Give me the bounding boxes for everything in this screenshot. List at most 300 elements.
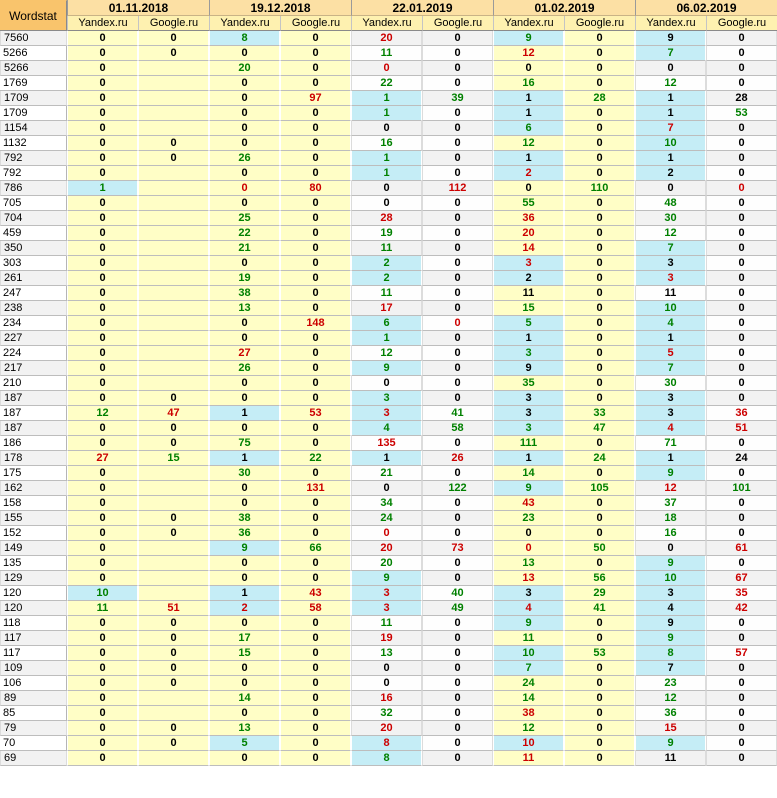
position-cell: 15 — [635, 721, 706, 736]
wordstat-value: 120 — [0, 586, 67, 601]
position-cell: 10 — [635, 571, 706, 586]
position-cell: 24 — [706, 451, 777, 466]
position-cell: 0 — [422, 286, 493, 301]
position-cell: 0 — [706, 331, 777, 346]
table-row — [0, 661, 777, 676]
position-cell: 0 — [67, 421, 138, 436]
position-cell: 16 — [493, 76, 564, 91]
position-cell: 0 — [564, 511, 635, 526]
position-cell: 0 — [564, 196, 635, 211]
position-cell: 53 — [564, 646, 635, 661]
position-cell: 0 — [564, 136, 635, 151]
position-cell: 49 — [422, 601, 493, 616]
position-cell: 0 — [67, 646, 138, 661]
position-cell: 0 — [351, 481, 422, 496]
position-cell: 1 — [635, 91, 706, 106]
position-cell: 0 — [280, 631, 351, 646]
position-cell: 0 — [138, 421, 209, 436]
position-cell: 0 — [67, 391, 138, 406]
position-cell: 28 — [564, 91, 635, 106]
position-cell: 0 — [209, 496, 280, 511]
position-cell — [138, 301, 209, 316]
position-cell: 30 — [635, 376, 706, 391]
position-cell: 0 — [280, 136, 351, 151]
position-cell: 5 — [493, 316, 564, 331]
table-row — [0, 151, 777, 166]
position-cell: 35 — [493, 376, 564, 391]
position-cell — [138, 376, 209, 391]
position-cell — [138, 271, 209, 286]
position-cell: 0 — [67, 76, 138, 91]
position-cell: 12 — [493, 46, 564, 61]
position-cell: 11 — [635, 286, 706, 301]
table-row — [0, 31, 777, 46]
position-cell: 0 — [564, 46, 635, 61]
position-cell: 0 — [67, 91, 138, 106]
position-cell: 0 — [209, 166, 280, 181]
position-cell: 0 — [635, 61, 706, 76]
position-cell: 56 — [564, 571, 635, 586]
table-row — [0, 466, 777, 481]
wordstat-value: 109 — [0, 661, 67, 676]
position-cell: 47 — [564, 421, 635, 436]
position-cell: 1 — [351, 106, 422, 121]
position-cell: 0 — [422, 106, 493, 121]
position-cell: 0 — [209, 121, 280, 136]
position-cell: 0 — [564, 61, 635, 76]
wordstat-value: 187 — [0, 421, 67, 436]
position-cell: 0 — [706, 376, 777, 391]
position-cell — [138, 541, 209, 556]
position-cell: 3 — [493, 391, 564, 406]
position-cell: 22 — [351, 76, 422, 91]
position-cell: 0 — [67, 271, 138, 286]
position-cell: 71 — [635, 436, 706, 451]
position-cell: 135 — [351, 436, 422, 451]
position-cell: 0 — [351, 196, 422, 211]
table-row — [0, 676, 777, 691]
table-row — [0, 481, 777, 496]
position-cell: 0 — [280, 646, 351, 661]
position-cell: 1 — [493, 151, 564, 166]
position-cell: 4 — [635, 601, 706, 616]
position-cell: 0 — [564, 661, 635, 676]
position-cell: 34 — [351, 496, 422, 511]
position-cell: 9 — [493, 31, 564, 46]
position-cell: 0 — [706, 211, 777, 226]
position-cell: 22 — [209, 226, 280, 241]
wordstat-value: 149 — [0, 541, 67, 556]
position-cell: 36 — [209, 526, 280, 541]
position-cell — [138, 571, 209, 586]
position-cell: 0 — [67, 631, 138, 646]
table-row — [0, 616, 777, 631]
position-cell: 0 — [351, 121, 422, 136]
position-cell: 1 — [635, 106, 706, 121]
wordstat-value: 227 — [0, 331, 67, 346]
position-cell: 0 — [564, 706, 635, 721]
table-row — [0, 46, 777, 61]
position-cell: 35 — [706, 586, 777, 601]
table-row — [0, 751, 777, 766]
position-cell: 41 — [422, 406, 493, 421]
position-cell: 0 — [209, 571, 280, 586]
position-cell: 53 — [280, 406, 351, 421]
position-cell: 0 — [67, 256, 138, 271]
position-cell: 36 — [493, 211, 564, 226]
position-cell — [138, 256, 209, 271]
position-cell: 1 — [351, 91, 422, 106]
wordstat-value: 1709 — [0, 106, 67, 121]
position-cell: 1 — [67, 181, 138, 196]
position-cell: 0 — [280, 676, 351, 691]
position-cell — [138, 586, 209, 601]
position-cell: 0 — [209, 181, 280, 196]
wordstat-value: 129 — [0, 571, 67, 586]
position-cell: 1 — [351, 166, 422, 181]
position-cell: 0 — [138, 736, 209, 751]
position-cell: 0 — [351, 676, 422, 691]
position-cell: 3 — [351, 601, 422, 616]
position-cell: 0 — [422, 271, 493, 286]
position-cell: 0 — [706, 241, 777, 256]
table-row — [0, 76, 777, 91]
position-cell: 9 — [635, 736, 706, 751]
position-cell: 0 — [280, 736, 351, 751]
position-cell: 0 — [422, 301, 493, 316]
position-cell: 0 — [67, 301, 138, 316]
wordstat-value: 187 — [0, 406, 67, 421]
position-cell: 0 — [422, 241, 493, 256]
position-cell: 7 — [635, 46, 706, 61]
position-cell: 18 — [635, 511, 706, 526]
position-cell: 0 — [422, 511, 493, 526]
position-cell: 0 — [280, 76, 351, 91]
table-row — [0, 646, 777, 661]
table-row — [0, 451, 777, 466]
position-cell: 0 — [564, 436, 635, 451]
position-cell: 67 — [706, 571, 777, 586]
position-cell: 0 — [67, 46, 138, 61]
position-cell: 3 — [351, 586, 422, 601]
position-cell: 0 — [280, 511, 351, 526]
position-cell: 36 — [635, 706, 706, 721]
position-cell: 0 — [564, 151, 635, 166]
position-cell: 0 — [422, 646, 493, 661]
position-cell: 2 — [493, 166, 564, 181]
position-cell: 9 — [635, 31, 706, 46]
position-cell: 0 — [280, 751, 351, 766]
position-cell: 0 — [280, 301, 351, 316]
position-cell: 0 — [67, 661, 138, 676]
wordstat-value: 459 — [0, 226, 67, 241]
wordstat-value: 5266 — [0, 46, 67, 61]
position-cell — [138, 496, 209, 511]
position-cell: 1 — [493, 331, 564, 346]
position-cell: 0 — [67, 511, 138, 526]
position-cell: 0 — [706, 556, 777, 571]
wordstat-value: 705 — [0, 196, 67, 211]
position-cell: 11 — [67, 601, 138, 616]
date-header-2: 19.12.2018 — [209, 0, 351, 16]
position-cell: 0 — [422, 571, 493, 586]
wordstat-value: 162 — [0, 481, 67, 496]
position-cell: 0 — [67, 691, 138, 706]
position-cell: 0 — [67, 496, 138, 511]
position-cell: 0 — [67, 211, 138, 226]
position-cell — [138, 226, 209, 241]
position-cell: 0 — [564, 226, 635, 241]
wordstat-value: 792 — [0, 151, 67, 166]
wordstat-value: 135 — [0, 556, 67, 571]
position-cell: 0 — [706, 301, 777, 316]
position-cell: 9 — [635, 616, 706, 631]
position-cell: 10 — [493, 736, 564, 751]
position-cell — [138, 241, 209, 256]
position-cell: 0 — [67, 316, 138, 331]
position-cell: 0 — [209, 256, 280, 271]
position-cell: 0 — [422, 556, 493, 571]
position-cell — [138, 211, 209, 226]
position-cell: 0 — [280, 361, 351, 376]
table-body — [0, 31, 777, 766]
position-cell: 0 — [209, 706, 280, 721]
wordstat-value: 85 — [0, 706, 67, 721]
position-cell: 7 — [493, 661, 564, 676]
position-cell: 0 — [422, 616, 493, 631]
position-cell: 0 — [564, 616, 635, 631]
wordstat-value: 118 — [0, 616, 67, 631]
table-row — [0, 541, 777, 556]
wordstat-value: 187 — [0, 391, 67, 406]
position-cell: 3 — [635, 586, 706, 601]
date-header-4: 01.02.2019 — [493, 0, 635, 16]
position-cell: 0 — [706, 181, 777, 196]
position-cell: 11 — [493, 751, 564, 766]
position-cell — [138, 286, 209, 301]
position-cell: 4 — [351, 421, 422, 436]
position-cell: 131 — [280, 481, 351, 496]
position-cell: 38 — [209, 511, 280, 526]
position-cell: 0 — [706, 496, 777, 511]
position-cell: 57 — [706, 646, 777, 661]
position-cell: 122 — [422, 481, 493, 496]
position-cell: 0 — [209, 421, 280, 436]
position-cell: 16 — [635, 526, 706, 541]
wordstat-value: 217 — [0, 361, 67, 376]
position-cell — [138, 121, 209, 136]
position-cell: 0 — [67, 676, 138, 691]
position-cell: 1 — [635, 151, 706, 166]
position-cell: 20 — [351, 721, 422, 736]
position-cell: 0 — [67, 241, 138, 256]
position-cell: 0 — [138, 631, 209, 646]
position-cell: 0 — [564, 301, 635, 316]
position-cell: 47 — [138, 406, 209, 421]
position-cell: 10 — [493, 646, 564, 661]
position-cell: 30 — [209, 466, 280, 481]
position-cell: 9 — [635, 631, 706, 646]
position-cell: 0 — [493, 61, 564, 76]
position-cell: 0 — [706, 616, 777, 631]
position-cell: 0 — [422, 316, 493, 331]
position-cell: 0 — [138, 31, 209, 46]
position-cell: 0 — [706, 661, 777, 676]
position-cell: 0 — [67, 151, 138, 166]
position-cell: 3 — [635, 271, 706, 286]
position-cell — [138, 346, 209, 361]
position-cell — [138, 166, 209, 181]
position-cell: 0 — [209, 196, 280, 211]
position-cell: 0 — [67, 721, 138, 736]
position-cell: 20 — [351, 541, 422, 556]
position-cell: 5 — [635, 346, 706, 361]
position-cell: 27 — [209, 346, 280, 361]
position-cell: 0 — [209, 316, 280, 331]
position-cell: 0 — [280, 526, 351, 541]
position-cell: 0 — [706, 361, 777, 376]
table-row — [0, 631, 777, 646]
position-cell: 14 — [209, 691, 280, 706]
position-cell: 10 — [67, 586, 138, 601]
position-cell: 8 — [351, 751, 422, 766]
position-cell: 0 — [706, 61, 777, 76]
wordstat-value: 350 — [0, 241, 67, 256]
position-cell: 0 — [280, 556, 351, 571]
position-cell: 58 — [280, 601, 351, 616]
position-cell: 51 — [138, 601, 209, 616]
position-cell: 23 — [635, 676, 706, 691]
position-cell: 80 — [280, 181, 351, 196]
position-cell: 3 — [635, 256, 706, 271]
position-cell: 0 — [280, 196, 351, 211]
position-cell: 0 — [706, 136, 777, 151]
position-cell: 3 — [493, 586, 564, 601]
wordstat-value: 70 — [0, 736, 67, 751]
position-cell: 58 — [422, 421, 493, 436]
subheader-yandex-1: Yandex.ru — [67, 16, 138, 31]
position-cell: 9 — [635, 466, 706, 481]
position-cell: 0 — [138, 391, 209, 406]
position-cell: 19 — [209, 271, 280, 286]
position-cell — [138, 181, 209, 196]
position-cell: 3 — [635, 406, 706, 421]
position-cell: 13 — [209, 301, 280, 316]
wordstat-value: 106 — [0, 676, 67, 691]
position-cell: 0 — [351, 181, 422, 196]
position-cell: 0 — [706, 526, 777, 541]
position-cell: 2 — [493, 271, 564, 286]
position-cell: 0 — [351, 661, 422, 676]
position-cell: 11 — [351, 616, 422, 631]
position-cell — [138, 361, 209, 376]
position-cell — [138, 91, 209, 106]
position-cell: 0 — [422, 361, 493, 376]
position-cell: 11 — [351, 46, 422, 61]
position-cell: 51 — [706, 421, 777, 436]
table-row — [0, 421, 777, 436]
position-cell: 1 — [493, 106, 564, 121]
position-cell: 0 — [422, 706, 493, 721]
position-cell: 0 — [280, 436, 351, 451]
position-cell: 0 — [422, 631, 493, 646]
position-cell: 0 — [706, 271, 777, 286]
position-cell: 38 — [493, 706, 564, 721]
position-cell: 0 — [138, 661, 209, 676]
position-cell: 20 — [209, 61, 280, 76]
position-cell: 19 — [351, 631, 422, 646]
position-cell — [138, 316, 209, 331]
position-cell: 0 — [209, 751, 280, 766]
table-row — [0, 331, 777, 346]
table-row — [0, 361, 777, 376]
position-cell — [138, 196, 209, 211]
position-cell: 5 — [209, 736, 280, 751]
position-cell: 0 — [67, 466, 138, 481]
subheader-google-3: Google.ru — [422, 16, 493, 31]
position-cell: 2 — [351, 256, 422, 271]
position-cell: 0 — [138, 526, 209, 541]
position-cell: 32 — [351, 706, 422, 721]
position-cell: 0 — [422, 466, 493, 481]
position-cell: 112 — [422, 181, 493, 196]
position-cell: 148 — [280, 316, 351, 331]
position-cell: 3 — [351, 406, 422, 421]
position-cell: 21 — [351, 466, 422, 481]
position-cell: 0 — [564, 376, 635, 391]
position-cell: 0 — [564, 736, 635, 751]
position-cell: 0 — [706, 346, 777, 361]
table-row — [0, 511, 777, 526]
position-cell: 0 — [280, 616, 351, 631]
position-cell: 6 — [351, 316, 422, 331]
table-row — [0, 406, 777, 421]
position-cell: 37 — [635, 496, 706, 511]
position-cell: 0 — [138, 721, 209, 736]
position-cell: 0 — [67, 526, 138, 541]
position-cell: 0 — [706, 466, 777, 481]
position-cell: 11 — [351, 241, 422, 256]
position-cell: 0 — [67, 331, 138, 346]
position-cell: 0 — [706, 166, 777, 181]
position-cell: 36 — [706, 406, 777, 421]
position-cell: 43 — [493, 496, 564, 511]
position-cell: 0 — [706, 256, 777, 271]
position-cell: 110 — [564, 181, 635, 196]
position-cell: 0 — [280, 346, 351, 361]
table-row — [0, 256, 777, 271]
position-cell: 0 — [209, 376, 280, 391]
position-cell: 0 — [67, 736, 138, 751]
wordstat-value: 261 — [0, 271, 67, 286]
table-row — [0, 601, 777, 616]
position-cell: 0 — [67, 706, 138, 721]
position-cell: 1 — [351, 331, 422, 346]
position-cell: 0 — [564, 391, 635, 406]
position-cell: 23 — [493, 511, 564, 526]
position-cell: 0 — [422, 496, 493, 511]
table-row — [0, 706, 777, 721]
table-row — [0, 496, 777, 511]
position-cell: 26 — [209, 361, 280, 376]
position-cell: 0 — [564, 286, 635, 301]
position-cell: 15 — [493, 301, 564, 316]
position-cell: 13 — [493, 571, 564, 586]
position-cell — [138, 61, 209, 76]
position-cell: 17 — [351, 301, 422, 316]
position-cell — [138, 706, 209, 721]
table-row — [0, 571, 777, 586]
